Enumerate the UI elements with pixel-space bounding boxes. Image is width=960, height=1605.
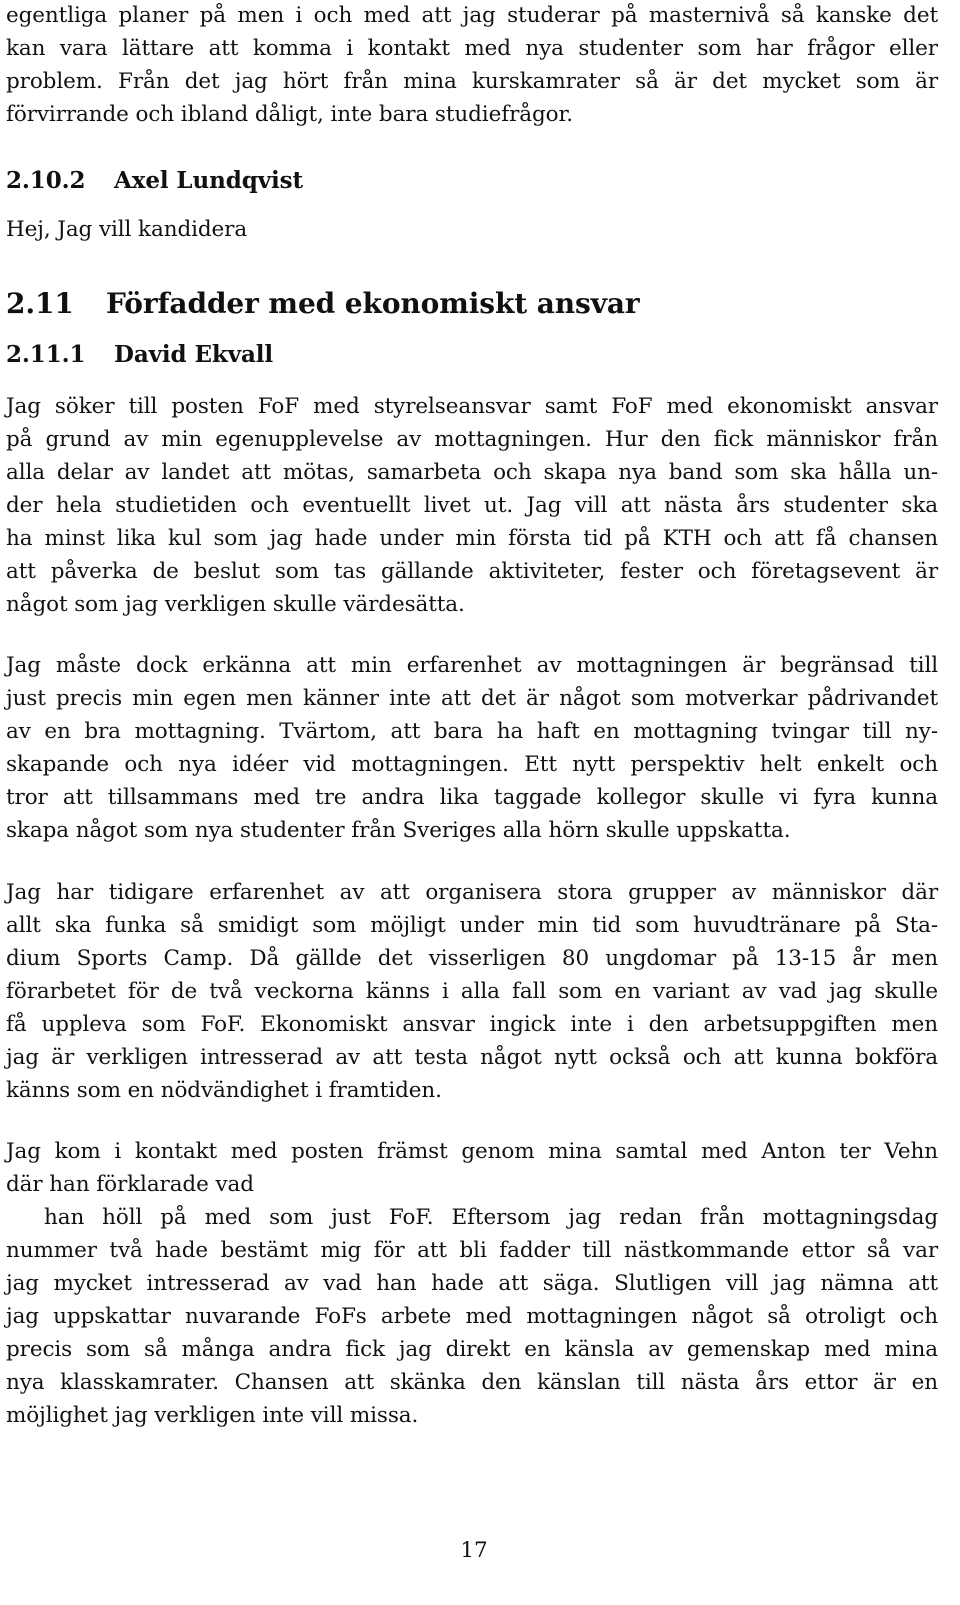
paragraph-line: något som jag verkligen skulle värdesätta.	[6, 592, 465, 617]
paragraph-line: ha minst lika kul som jag hade under min första tid på KTH och att få chansen	[6, 526, 938, 551]
paragraph-line: precis som så många andra fick jag direkt en känsla av gemenskap med mina	[6, 1337, 938, 1362]
section-number: 2.11	[6, 287, 74, 320]
subsection-number: 2.11.1	[6, 341, 86, 368]
paragraph-line: att påverka de beslut som tas gällande aktiviteter, fester och företagsevent är	[6, 559, 938, 584]
paragraph-line: jag uppskattar nuvarande FoFs arbete med mottagningen något så otroligt och	[6, 1304, 938, 1329]
paragraph-line: på grund av min egenupplevelse av mottagningen. Hur den fick människor från	[6, 427, 938, 452]
paragraph-line: han höll på med som just FoF. Eftersom jag redan från mottagningsdag	[44, 1205, 938, 1230]
paragraph-line: Jag måste dock erkänna att min erfarenhet av mottagningen är begränsad till	[6, 653, 938, 678]
section-title: Förfadder med ekonomiskt ansvar	[106, 287, 640, 320]
paragraph-line: förarbetet för de två veckorna känns i alla fall som en variant av vad jag skulle	[6, 979, 938, 1004]
page-number: 17	[460, 1538, 488, 1563]
paragraph-line: skapande och nya idéer vid mottagningen. Ett nytt perspektiv helt enkelt och	[6, 752, 938, 777]
paragraph-line: just precis min egen men känner inte att det är något som motverkar pådrivandet	[6, 686, 938, 711]
paragraph-line: nya klasskamrater. Chansen att skänka den känslan till nästa års ettor är en	[6, 1370, 938, 1395]
intro-line: problem. Från det jag hört från mina kurskamrater så är det mycket som är	[6, 69, 938, 94]
paragraph-line: jag är verkligen intresserad av att testa något nytt också och att kunna bokföra	[6, 1045, 938, 1070]
paragraph-line: Jag söker till posten FoF med styrelseansvar samt FoF med ekonomiskt ansvar	[6, 394, 938, 419]
paragraph-line: känns som en nödvändighet i framtiden.	[6, 1078, 442, 1103]
section-heading-2-11	[6, 284, 640, 324]
paragraph-line: Jag har tidigare erfarenhet av att organisera stora grupper av människor där	[6, 880, 938, 905]
paragraph-line: där han förklarade vad	[6, 1172, 254, 1197]
subsection-body: Hej, Jag vill kandidera	[6, 217, 248, 242]
subsection-heading-2-11-1	[6, 339, 273, 371]
paragraph-line: der hela studietiden och eventuellt livet ut. Jag vill att nästa års studenter ska	[6, 493, 938, 518]
paragraph-line: Jag kom i kontakt med posten främst genom mina samtal med Anton ter Vehn	[6, 1139, 938, 1164]
paragraph-line: tror att tillsammans med tre andra lika taggade kollegor skulle vi fyra kunna	[6, 785, 938, 810]
subsection-number: 2.10.2	[6, 167, 86, 194]
paragraph-line: alla delar av landet att mötas, samarbeta och skapa nya band som ska hålla un-	[6, 460, 938, 485]
paragraph-line: skapa något som nya studenter från Sveriges alla hörn skulle uppskatta.	[6, 818, 791, 843]
subsection-title: Axel Lundqvist	[114, 167, 303, 194]
paragraph-line: möjlighet jag verkligen inte vill missa.	[6, 1403, 419, 1428]
subsection-heading-2-10-2	[6, 165, 303, 197]
intro-line: förvirrande och ibland dåligt, inte bara studiefrågor.	[6, 102, 574, 127]
paragraph-line: jag mycket intresserad av vad han hade att säga. Slutligen vill jag nämna att	[6, 1271, 938, 1296]
subsection-title: David Ekvall	[114, 341, 274, 368]
intro-line: kan vara lättare att komma i kontakt med nya studenter som har frågor eller	[6, 36, 938, 61]
paragraph-line: allt ska funka så smidigt som möjligt under min tid som huvudtränare på Sta-	[6, 913, 938, 938]
paragraph-line: dium Sports Camp. Då gällde det visserligen 80 ungdomar på 13-15 år men	[6, 946, 938, 971]
paragraph-line: av en bra mottagning. Tvärtom, att bara ha haft en mottagning tvingar till ny-	[6, 719, 938, 744]
paragraph-line: få uppleva som FoF. Ekonomiskt ansvar ingick inte i den arbetsuppgiften men	[6, 1012, 938, 1037]
paragraph-line: nummer två hade bestämt mig för att bli fadder till nästkommande ettor så var	[6, 1238, 938, 1263]
intro-line: egentliga planer på men i och med att jag studerar på masternivå så kanske det	[6, 3, 938, 28]
